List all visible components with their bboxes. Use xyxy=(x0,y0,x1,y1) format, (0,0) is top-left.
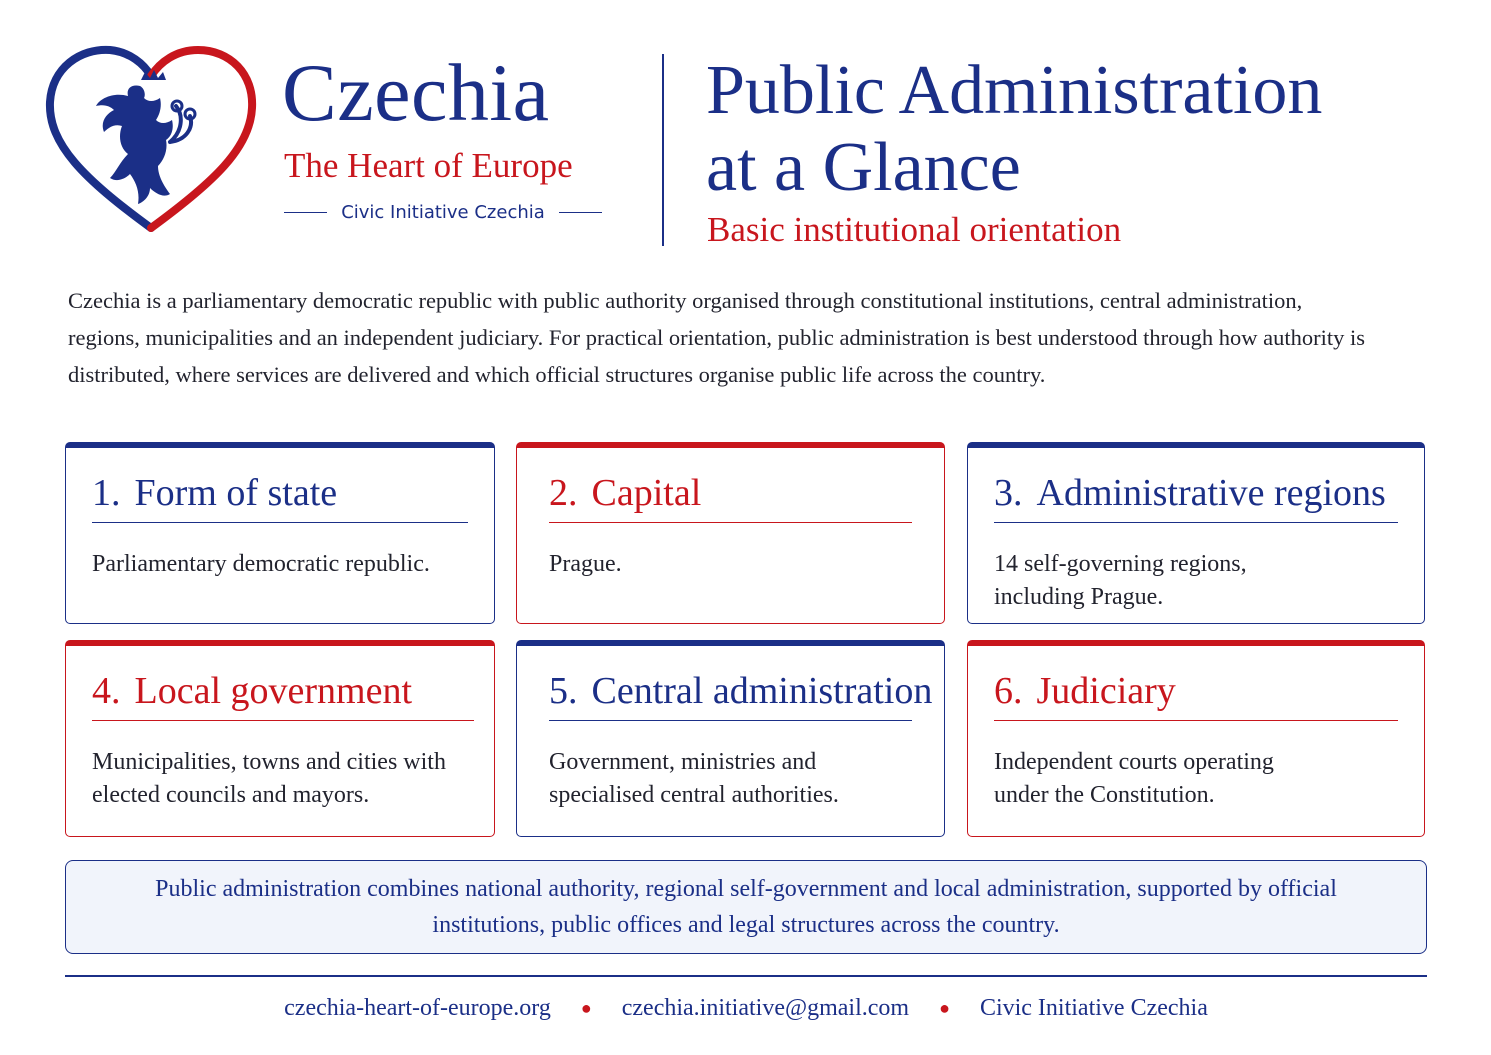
card-number: 2. xyxy=(549,472,578,514)
card-heading xyxy=(994,672,1398,721)
card-heading xyxy=(549,670,933,721)
card-local-government xyxy=(65,640,495,837)
initiative-rule-right xyxy=(559,212,602,214)
card-number: 3. xyxy=(994,472,1023,514)
card-heading xyxy=(92,474,468,523)
brand-title: Czechia xyxy=(282,47,550,138)
brand-initiative xyxy=(284,202,602,223)
card-body: Independent courts operating under the Constitution. xyxy=(994,749,1274,808)
card-body: Prague. xyxy=(549,551,622,577)
card-number: 1. xyxy=(92,472,121,514)
card-title: Central administration xyxy=(591,670,933,712)
footer-divider xyxy=(65,975,1427,977)
summary-text: Public administration combines national authority, regional self-government and local administration, supported by official institutions, public offices and legal structures across the country. xyxy=(155,876,1337,938)
footer-separator-dot: ● xyxy=(580,998,592,1018)
card-administrative-regions xyxy=(967,442,1425,624)
card-form-of-state xyxy=(65,442,495,624)
card-body: Parliamentary democratic republic. xyxy=(92,551,430,577)
page-subtitle: Basic institutional orientation xyxy=(707,210,1122,249)
card-title: Form of state xyxy=(134,472,338,514)
initiative-rule-left xyxy=(284,212,327,214)
page-title-line-1: Public Administration xyxy=(706,52,1323,129)
card-title: Judiciary xyxy=(1036,670,1176,712)
card-number: 5. xyxy=(549,670,578,712)
card-title: Capital xyxy=(591,472,702,514)
card-judiciary xyxy=(967,640,1425,837)
card-number: 4. xyxy=(92,670,121,712)
card-body: 14 self-governing regions, including Prague. xyxy=(994,551,1247,610)
summary-box xyxy=(65,860,1427,954)
brand-tagline: The Heart of Europe xyxy=(284,146,573,185)
card-heading xyxy=(994,474,1398,523)
card-central-administration xyxy=(516,640,945,837)
footer-separator-dot: ● xyxy=(939,998,950,1018)
card-title: Local government xyxy=(134,670,413,712)
footer-organisation: Civic Initiative Czechia xyxy=(979,995,1208,1021)
heart-lion-emblem-icon xyxy=(44,44,258,234)
intro-paragraph: Czechia is a parliamentary democratic republic with public authority organised through constitutional institutions, central administration, regions, municipalities and an independent judiciary. For practical orientation, public administration is best understood through how authority is distributed, where services are delivered and which official structures organise public life across the country. xyxy=(68,288,1366,387)
header-divider xyxy=(662,54,664,246)
footer-email-link[interactable]: czechia.initiative@gmail.com xyxy=(621,995,910,1021)
footer-website-link[interactable]: czechia-heart-of-europe.org xyxy=(284,995,551,1021)
card-body: Government, ministries and specialised central authorities. xyxy=(549,749,839,808)
initiative-label: Civic Initiative Czechia xyxy=(341,202,545,223)
page-title-line-2: at a Glance xyxy=(706,129,1021,206)
card-body: Municipalities, towns and cities with elected councils and mayors. xyxy=(92,749,446,808)
card-number: 6. xyxy=(994,670,1023,712)
card-capital xyxy=(516,442,945,624)
page-title xyxy=(706,52,1466,206)
footer xyxy=(65,992,1427,1024)
card-heading xyxy=(549,474,912,523)
card-title: Administrative regions xyxy=(1036,472,1386,514)
card-heading xyxy=(92,672,474,721)
